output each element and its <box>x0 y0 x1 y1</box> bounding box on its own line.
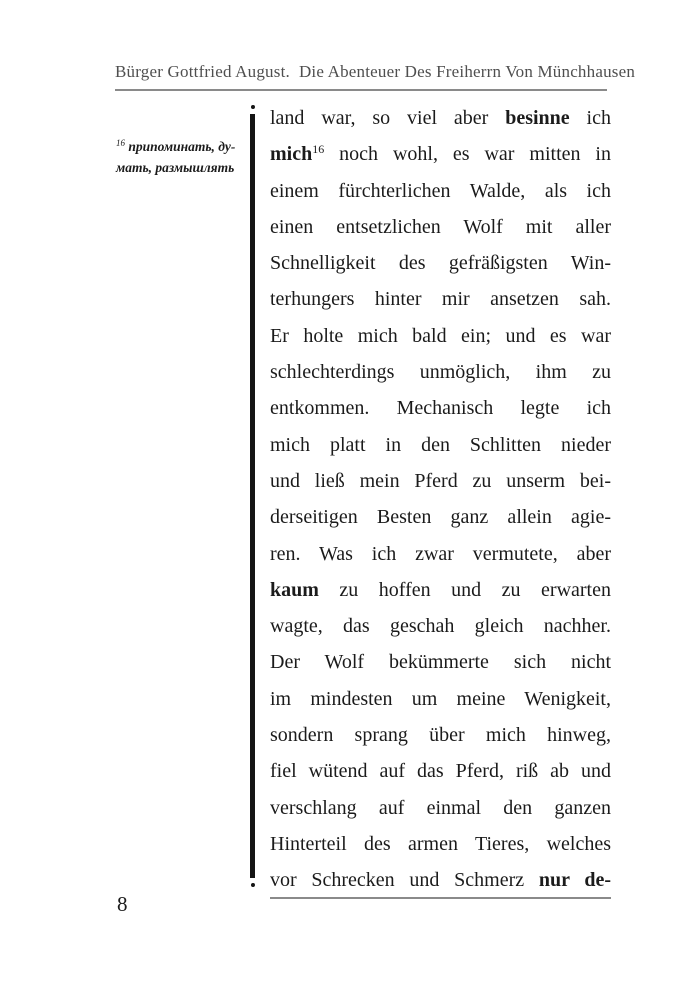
text-line: land war, so viel aber besinne ich <box>270 107 611 129</box>
text-line: einem fürchterlichen Walde, als ich <box>270 179 611 202</box>
text-line: Der Wolf bekümmerte sich nicht <box>270 651 611 674</box>
running-header <box>115 62 636 82</box>
text-line: im mindesten um meine Wenigkeit, <box>270 687 611 710</box>
text-line: verschlang auf einmal den ganzen <box>270 796 611 819</box>
text-line: sondern sprang über mich hinweg, <box>270 724 611 747</box>
vertical-rule-top-dot <box>251 105 255 109</box>
text-line: vor Schrecken und Schmerz nur de- <box>270 869 612 892</box>
text-line: und ließ mein Pferd zu unserm bei- <box>270 469 611 492</box>
note-line: $^{16}$ припоминать, ду- <box>116 138 236 154</box>
margin-footnote <box>116 136 244 178</box>
note-line: мать, размышлять <box>116 160 235 175</box>
vertical-rule-bottom-dot <box>251 883 255 887</box>
text-line: mich$^{16}$ noch wohl, es war mitten in <box>270 142 611 166</box>
text-line: Er holte mich bald ein; und es war <box>270 324 611 347</box>
vertical-rule-line <box>250 114 255 878</box>
main-text-column <box>270 100 611 899</box>
vertical-rule <box>250 105 255 887</box>
text-line: Schnelligkeit des gefräßigsten Win- <box>270 252 611 275</box>
text-line: ren. Was ich zwar vermutete, aber <box>270 542 611 565</box>
text-line: einen entsetzlichen Wolf mit aller <box>270 215 611 238</box>
page-number: 8 <box>117 892 128 916</box>
footer-rule <box>270 897 611 899</box>
text-line: wagte, das geschah gleich nachher. <box>270 615 611 638</box>
text-line: mich platt in den Schlitten nieder <box>270 433 611 456</box>
text-line: Hinterteil des armen Tieres, welches <box>270 832 611 855</box>
text-line: terhungers hinter mir ansetzen sah. <box>270 288 611 311</box>
text-line: schlechterdings unmöglich, ihm zu <box>270 361 611 384</box>
text-line: kaum zu hoffen und zu erwarten <box>270 578 611 601</box>
text-line: fiel wütend auf das Pferd, riß ab und <box>270 760 611 783</box>
text-line: derseitigen Besten ganz allein agie- <box>270 506 611 529</box>
header-author: Bürger Gottfried August. <box>115 62 290 81</box>
header-book-title: Die Abenteuer Des Freiherrn Von Münchhausen <box>298 62 636 81</box>
text-line: entkommen. Mechanisch legte ich <box>270 397 611 420</box>
header-rule <box>115 89 607 91</box>
